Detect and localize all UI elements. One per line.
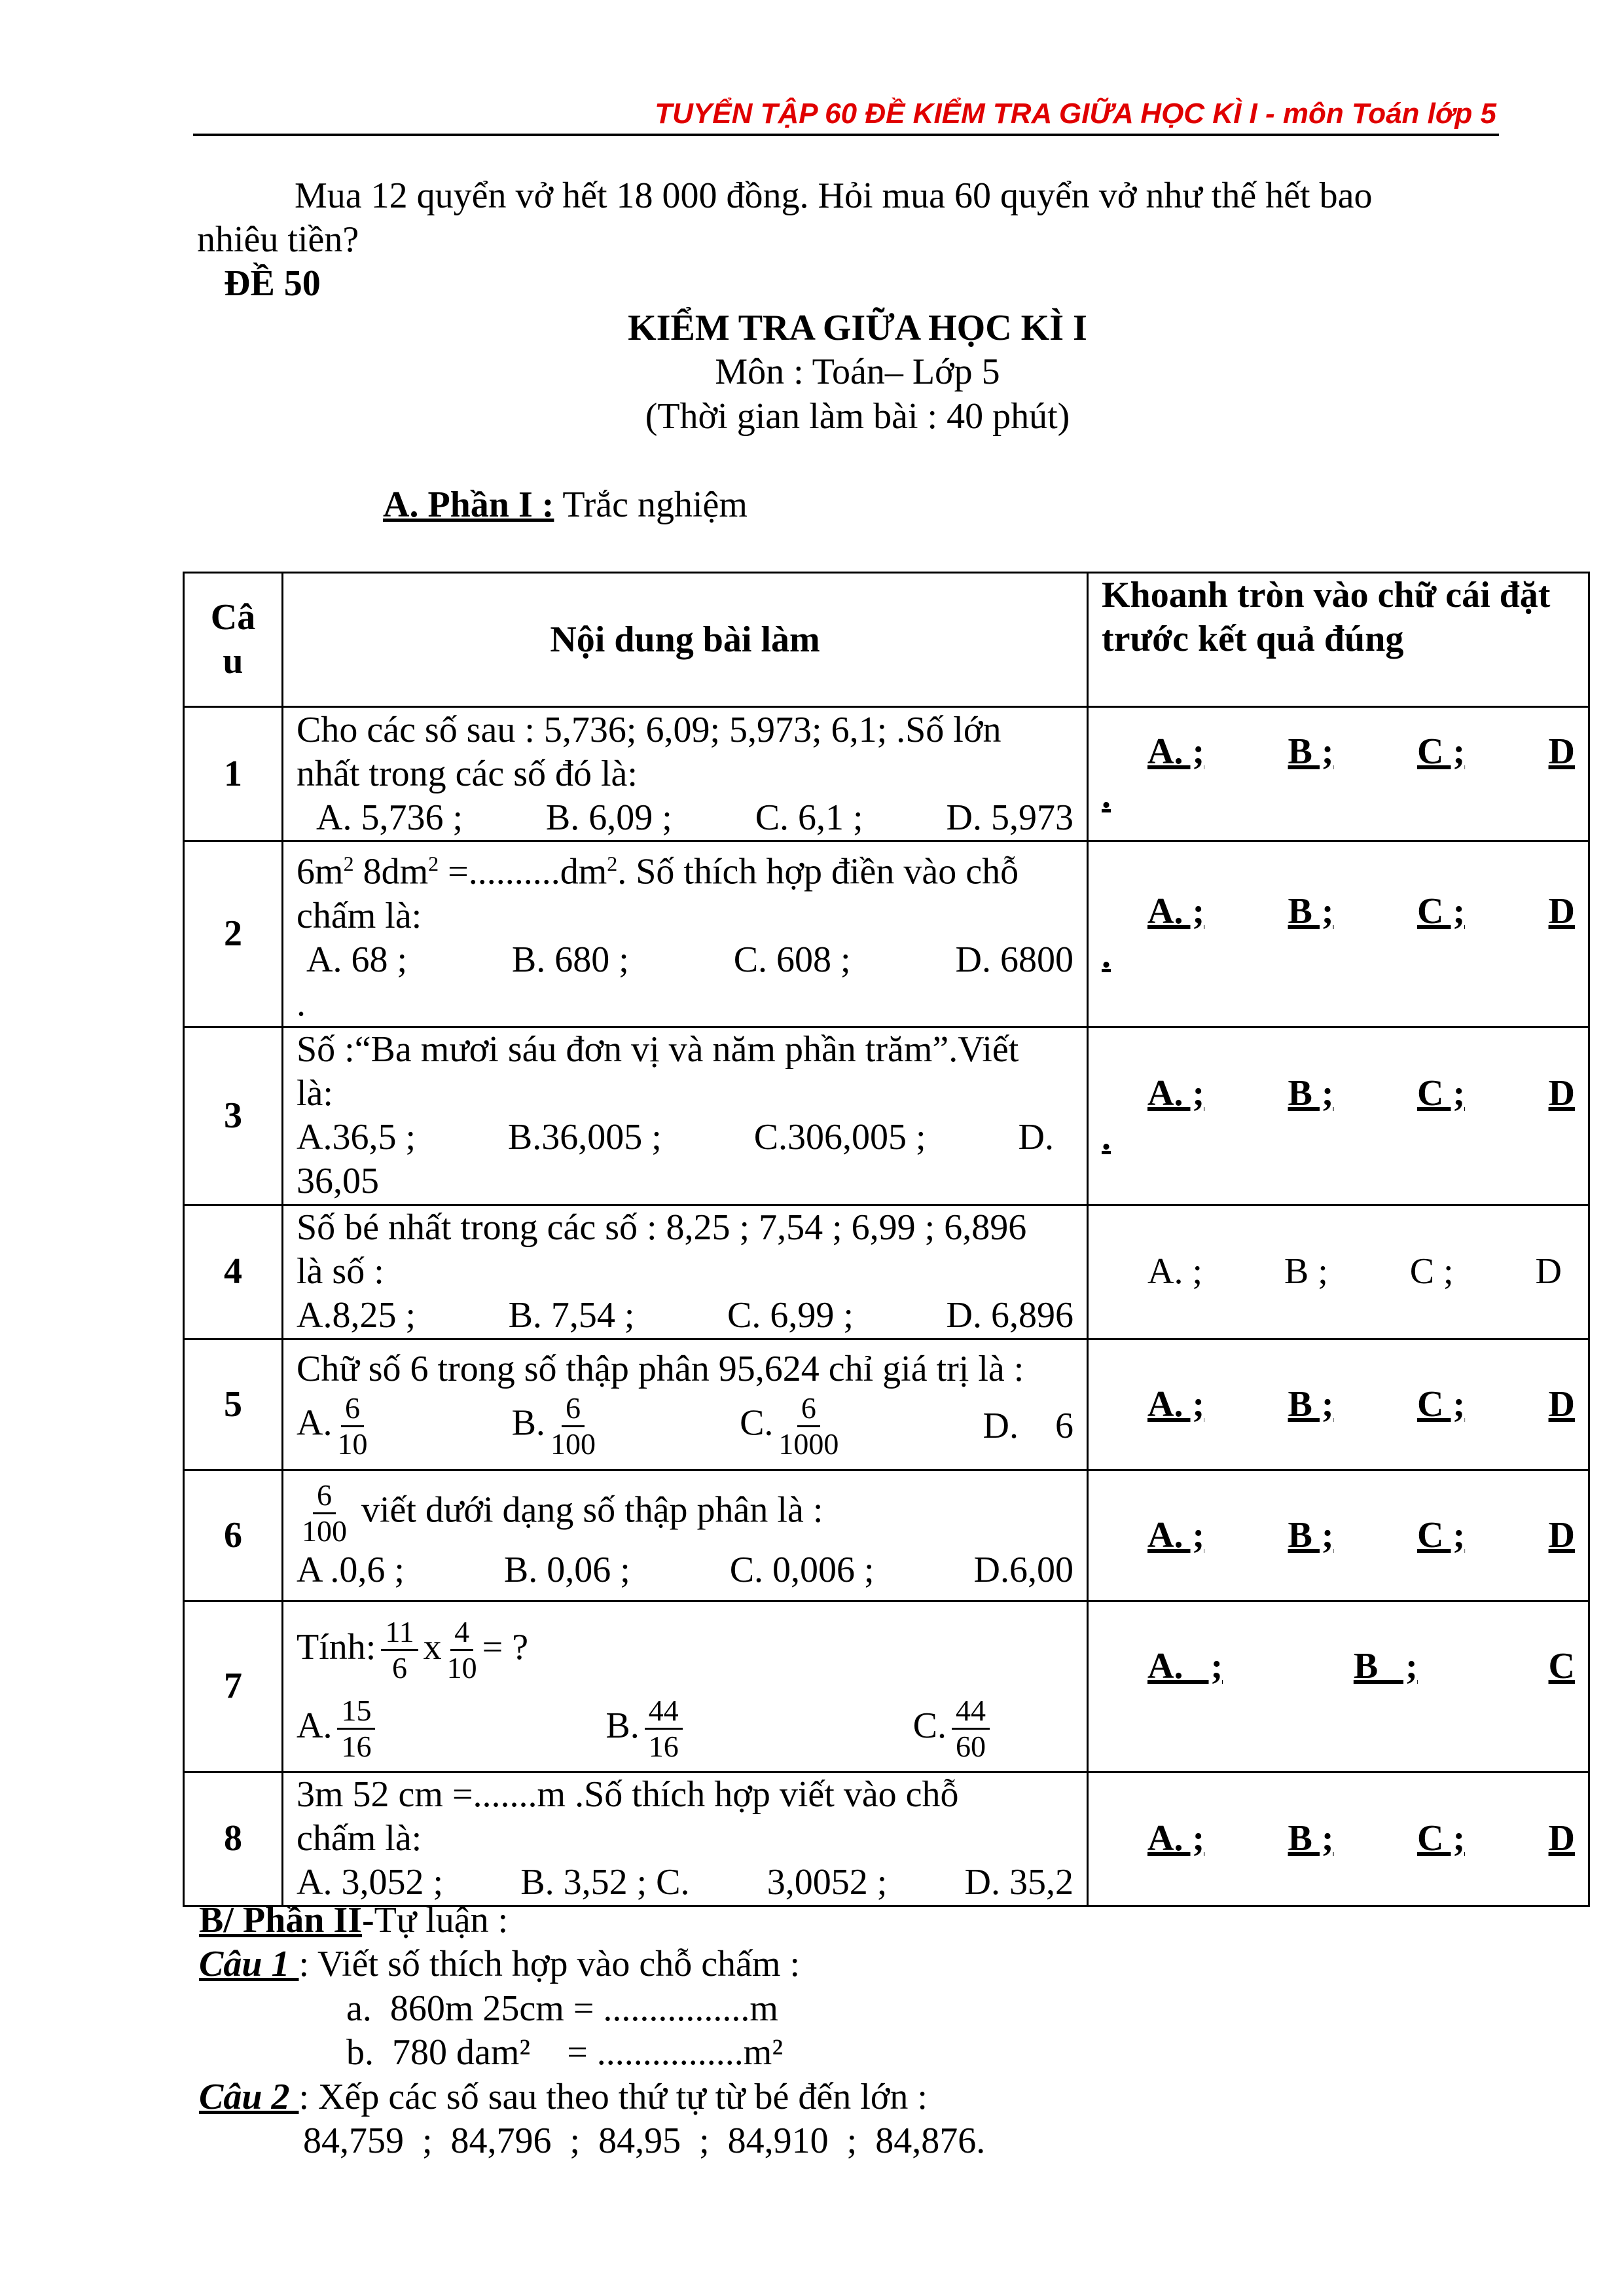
option-d: D. bbox=[1018, 1117, 1054, 1158]
option-b: B. 680 ; bbox=[511, 939, 629, 980]
answer-c[interactable]: C ; bbox=[1417, 1818, 1466, 1859]
answer-a[interactable]: A. ; bbox=[1147, 1514, 1205, 1556]
option-d: D. 5,973 bbox=[946, 797, 1074, 838]
answer-c[interactable]: C bbox=[1548, 1646, 1575, 1687]
question-text: Số bé nhất trong các số : 8,25 ; 7,54 ; 6,99 ; 6,896 bbox=[297, 1207, 1027, 1248]
t: . Số thích hợp điền vào chỗ bbox=[617, 851, 1019, 892]
header-content: Nội dung bài làm bbox=[283, 573, 1088, 707]
question-text bbox=[297, 1608, 1074, 1686]
question-number: 5 bbox=[184, 1339, 283, 1470]
question-content bbox=[283, 1601, 1088, 1772]
option-d: D.6,00 bbox=[973, 1550, 1074, 1591]
option-d: D. 35,2 bbox=[964, 1862, 1074, 1903]
answer-b[interactable]: B ; bbox=[1288, 1073, 1334, 1114]
t: B. bbox=[511, 1402, 545, 1444]
question-number: 8 bbox=[184, 1772, 283, 1906]
denominator: 16 bbox=[648, 1730, 679, 1764]
denominator: 16 bbox=[341, 1730, 372, 1764]
answer-dot: . bbox=[1102, 935, 1111, 976]
option-b: B.36,005 ; bbox=[507, 1117, 662, 1158]
denominator: 100 bbox=[550, 1427, 596, 1461]
intro-line-2: nhiêu tiền? bbox=[197, 219, 359, 260]
header-answer-2: trước kết quả đúng bbox=[1102, 619, 1404, 659]
numerator: 6 bbox=[341, 1391, 364, 1427]
header-question bbox=[184, 573, 283, 707]
answer-a[interactable]: A. ; bbox=[1147, 1073, 1205, 1114]
fraction bbox=[645, 1694, 683, 1764]
numerator: 15 bbox=[337, 1694, 375, 1730]
option-b: B. 7,54 ; bbox=[508, 1295, 635, 1336]
exam-subject: Môn : Toán– Lớp 5 bbox=[715, 352, 1000, 392]
question-number: 2 bbox=[184, 841, 283, 1027]
option-c: C. 6,99 ; bbox=[727, 1295, 854, 1336]
t: A. bbox=[297, 1705, 333, 1746]
question-number: 1 bbox=[184, 707, 283, 841]
question-content bbox=[283, 1205, 1088, 1339]
option-a bbox=[297, 1391, 372, 1461]
answer-c[interactable]: C ; bbox=[1409, 1251, 1454, 1292]
denominator: 10 bbox=[337, 1427, 368, 1461]
answer-cell[interactable] bbox=[1088, 1470, 1589, 1601]
question-1a: a. 860m 25cm = ................m bbox=[346, 1988, 778, 2029]
question-text: 36,05 bbox=[297, 1161, 379, 1202]
answer-a[interactable]: A. ; bbox=[1147, 1383, 1205, 1425]
option-c: C. 6,1 ; bbox=[755, 797, 863, 838]
question-text bbox=[297, 1478, 1074, 1548]
option-a: A.8,25 ; bbox=[297, 1295, 416, 1336]
numerator: 6 bbox=[797, 1391, 820, 1427]
fraction bbox=[952, 1694, 990, 1764]
exam-title: KIỂM TRA GIỮA HỌC KÌ I bbox=[628, 308, 1087, 348]
question-text: . bbox=[297, 983, 306, 1024]
part-a-label: A. Phần I : bbox=[383, 484, 554, 525]
answer-d[interactable]: D bbox=[1548, 731, 1575, 772]
answer-d[interactable]: D bbox=[1535, 1251, 1562, 1292]
fraction bbox=[550, 1391, 596, 1461]
answer-c[interactable]: C ; bbox=[1417, 731, 1466, 772]
header-rule bbox=[193, 134, 1499, 136]
question-1b: b. 780 dam² = ................m² bbox=[346, 2032, 784, 2073]
question-2-label: Câu 2 bbox=[199, 2077, 299, 2117]
option-a: A. 68 ; bbox=[306, 939, 407, 980]
table-row bbox=[184, 1205, 1589, 1339]
option-a: A. 3,052 ; bbox=[297, 1862, 443, 1903]
fraction bbox=[778, 1391, 839, 1461]
part-a-text: Trắc nghiệm bbox=[554, 484, 748, 525]
numerator: 6 bbox=[562, 1391, 585, 1427]
answer-b[interactable]: B ; bbox=[1288, 731, 1334, 772]
answer-d[interactable]: D bbox=[1548, 891, 1575, 932]
denominator: 100 bbox=[302, 1514, 347, 1548]
question-text bbox=[297, 842, 1074, 894]
question-2 bbox=[199, 2075, 928, 2119]
answer-b[interactable]: B ; bbox=[1284, 1251, 1328, 1292]
answer-dot: . bbox=[1102, 1117, 1111, 1158]
t: C. bbox=[912, 1705, 947, 1746]
fraction bbox=[337, 1391, 367, 1461]
answer-c[interactable]: C ; bbox=[1417, 1073, 1466, 1114]
denominator: 1000 bbox=[778, 1427, 839, 1461]
question-2-text: : Xếp các số sau theo thứ tự từ bé đến lớn : bbox=[298, 2077, 928, 2117]
option-a: A. 5,736 ; bbox=[316, 797, 463, 838]
t: C. bbox=[740, 1402, 774, 1444]
question-text: chấm là: bbox=[297, 895, 422, 936]
header-answer bbox=[1088, 573, 1589, 707]
option-c: C. 0,006 ; bbox=[729, 1550, 875, 1591]
quiz-table bbox=[183, 572, 1590, 1907]
question-1-text: : Viết số thích hợp vào chỗ chấm : bbox=[298, 1944, 801, 1984]
part-a-heading bbox=[383, 483, 748, 527]
numerator: 44 bbox=[952, 1694, 990, 1730]
question-text: là: bbox=[297, 1073, 333, 1114]
answer-c[interactable]: C ; bbox=[1417, 891, 1466, 932]
fraction bbox=[337, 1694, 375, 1764]
t: 6m bbox=[297, 851, 344, 892]
fraction bbox=[381, 1615, 418, 1685]
option-a: A.36,5 ; bbox=[297, 1117, 416, 1158]
question-text: Số :“Ba mươi sáu đơn vị và năm phần trăm”.Viết bbox=[297, 1029, 1019, 1070]
question-content bbox=[283, 707, 1088, 841]
numerator: 44 bbox=[645, 1694, 683, 1730]
option-a: A .0,6 ; bbox=[297, 1550, 405, 1591]
answer-cell[interactable] bbox=[1088, 1772, 1589, 1906]
denominator: 10 bbox=[446, 1651, 477, 1685]
option-b: B. 0,06 ; bbox=[503, 1550, 630, 1591]
numerator: 11 bbox=[381, 1615, 418, 1651]
question-content bbox=[283, 1027, 1088, 1205]
answer-a[interactable]: A. ; bbox=[1147, 1646, 1223, 1687]
t: A. bbox=[297, 1402, 333, 1444]
t: Tính: bbox=[297, 1626, 376, 1667]
question-number: 3 bbox=[184, 1027, 283, 1205]
option-c bbox=[913, 1686, 995, 1765]
question-content bbox=[283, 1339, 1088, 1470]
option-b: B. 3,52 ; C. bbox=[520, 1862, 690, 1903]
option-b bbox=[605, 1686, 687, 1765]
answer-a[interactable]: A. ; bbox=[1147, 1251, 1202, 1292]
question-text: 3m 52 cm =.......m .Số thích hợp viết vào chỗ bbox=[297, 1774, 959, 1815]
answer-b[interactable]: B ; bbox=[1288, 1514, 1334, 1556]
answer-cell[interactable] bbox=[1088, 1027, 1589, 1205]
superscript: 2 bbox=[607, 852, 618, 875]
answer-d[interactable]: D bbox=[1548, 1818, 1575, 1859]
part-b-heading bbox=[199, 1899, 508, 1942]
t: viết dưới dạng số thập phân là : bbox=[352, 1489, 823, 1531]
question-1-label: Câu 1 bbox=[199, 1944, 299, 1984]
table-row bbox=[184, 1339, 1589, 1470]
header-q-1: Câ bbox=[210, 597, 256, 638]
t: 8dm bbox=[353, 851, 429, 892]
table-row bbox=[184, 707, 1589, 841]
denominator: 6 bbox=[391, 1651, 407, 1685]
t: =..........dm bbox=[439, 851, 607, 892]
answer-cell[interactable] bbox=[1088, 841, 1589, 1027]
option-d: D. 6 bbox=[983, 1406, 1074, 1447]
table-header-row bbox=[184, 573, 1589, 707]
question-number: 4 bbox=[184, 1205, 283, 1339]
answer-b[interactable]: B ; bbox=[1288, 1818, 1334, 1859]
answer-d[interactable]: D bbox=[1548, 1073, 1575, 1114]
t: = ? bbox=[482, 1626, 529, 1667]
part-b-label: B/ Phần II bbox=[199, 1900, 362, 1941]
answer-cell[interactable] bbox=[1088, 1205, 1589, 1339]
t: B. bbox=[605, 1705, 640, 1746]
option-c: C.306,005 ; bbox=[753, 1117, 926, 1158]
question-content bbox=[283, 1772, 1088, 1906]
header-answer-1: Khoanh tròn vào chữ cái đặt bbox=[1102, 575, 1551, 615]
answer-cell[interactable] bbox=[1088, 707, 1589, 841]
question-content bbox=[283, 841, 1088, 1027]
table-row bbox=[184, 1027, 1589, 1205]
option-b bbox=[512, 1391, 601, 1461]
question-text: Cho các số sau : 5,736; 6,09; 5,973; 6,1; .Số lớn bbox=[297, 709, 1001, 750]
header-q-2: u bbox=[223, 641, 244, 682]
question-1 bbox=[199, 1942, 800, 1986]
answer-d[interactable]: D bbox=[1548, 1383, 1575, 1425]
option-b: B. 6,09 ; bbox=[545, 797, 672, 838]
denominator: 60 bbox=[955, 1730, 986, 1764]
option-c: C. 608 ; bbox=[733, 939, 851, 980]
answer-a[interactable]: A. ; bbox=[1147, 731, 1205, 772]
times-sign: x bbox=[423, 1626, 442, 1667]
numerator: 6 bbox=[313, 1478, 336, 1514]
superscript: 2 bbox=[428, 852, 439, 875]
table-row bbox=[184, 1601, 1589, 1772]
table-row bbox=[184, 1470, 1589, 1601]
answer-cell[interactable] bbox=[1088, 1339, 1589, 1470]
table-row bbox=[184, 1772, 1589, 1906]
intro-line-1: Mua 12 quyển vở hết 18 000 đồng. Hỏi mua 60 quyển vở như thế hết bao bbox=[295, 175, 1373, 216]
answer-c[interactable]: C ; bbox=[1417, 1514, 1466, 1556]
superscript: 2 bbox=[343, 852, 354, 875]
question-2-numbers: 84,759 ; 84,796 ; 84,95 ; 84,910 ; 84,876. bbox=[303, 2121, 986, 2161]
answer-dot: . bbox=[1102, 775, 1111, 816]
table-row bbox=[184, 841, 1589, 1027]
option-d: D. 6800 bbox=[955, 939, 1074, 980]
option-d: D. 6,896 bbox=[946, 1295, 1074, 1336]
question-text: là số : bbox=[297, 1251, 384, 1292]
question-content bbox=[283, 1470, 1088, 1601]
numerator: 4 bbox=[450, 1615, 473, 1651]
answer-c[interactable]: C ; bbox=[1417, 1383, 1466, 1425]
answer-d[interactable]: D bbox=[1548, 1514, 1575, 1556]
part-b-text: -Tự luận : bbox=[362, 1900, 509, 1941]
answer-a[interactable]: A. ; bbox=[1147, 1818, 1205, 1859]
answer-b[interactable]: B ; bbox=[1288, 1383, 1334, 1425]
question-number: 6 bbox=[184, 1470, 283, 1601]
answer-b[interactable]: B ; bbox=[1288, 891, 1334, 932]
exam-time: (Thời gian làm bài : 40 phút) bbox=[645, 396, 1070, 437]
fraction bbox=[447, 1615, 477, 1685]
question-text: chấm là: bbox=[297, 1818, 422, 1859]
question-number: 7 bbox=[184, 1601, 283, 1772]
exam-number: ĐỀ 50 bbox=[224, 263, 321, 304]
option-c bbox=[740, 1391, 844, 1461]
option-a bbox=[297, 1686, 380, 1765]
answer-a[interactable]: A. ; bbox=[1147, 891, 1205, 932]
question-text: nhất trong các số đó là: bbox=[297, 753, 638, 794]
answer-cell[interactable] bbox=[1088, 1601, 1589, 1772]
running-header: TUYỂN TẬP 60 ĐỀ KIỂM TRA GIỮA HỌC KÌ I - môn Toán lớp 5 bbox=[655, 98, 1496, 130]
fraction bbox=[302, 1478, 347, 1548]
answer-b[interactable]: B ; bbox=[1353, 1646, 1418, 1687]
option-c: 3,0052 ; bbox=[767, 1862, 888, 1903]
question-text: Chữ số 6 trong số thập phân 95,624 chỉ giá trị là : bbox=[297, 1349, 1024, 1390]
